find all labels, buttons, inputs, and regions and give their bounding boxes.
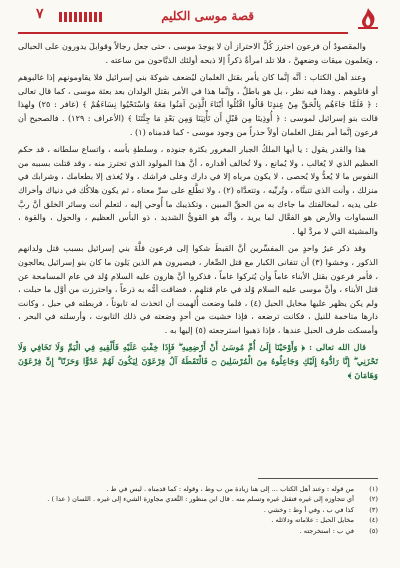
paragraph: وعند أهل الكتاب : أنَّه إنَّما كان يأمر بقتل الغلمان ليُضعف شوكةَ بني إسرائيل فلا يقاومونهم إذا غالبوهم أو قاتلوهم . وهذا فيه نظر ، بل هو باطلٌ ، وإنَّما هذا في الأمر بقتل الولدان بعد بعثة موسى ، كما قال تعالى : ﴿ فَلَمَّا جَاءَهُم بِالْحَقِّ مِنْ عِندِنَا قَالُوا اقْتُلُوا أَبْنَاءَ الَّذِينَ آمَنُوا مَعَهُ وَاسْتَحْيُوا نِسَاءَهُمْ ﴾ (غافر : ٢٥) ولهذا قالت بنو إسرائيل لموسى : ﴿ أُوذِينَا مِن قَبْلِ أَن تَأْتِيَنَا وَمِن بَعْدِ مَا جِئْتَنَا ﴾ (الأعراف : ١٢٩) . فالصحيح أن فرعون إنَّما أمر بقتل الغلمان أولاً حذراً من وجود موسى - كما قدمناه (١) . bbox=[18, 72, 379, 137]
page-header bbox=[18, 4, 382, 32]
page-title: قصة موسى الكليم bbox=[161, 9, 254, 23]
paragraph: والمقصودُ أن فرعون احترز كُلَّ الاحتراز أن لا يوجدَ موسى ، حتى جعل رجالاً وقوابلَ يدورون على الحبالى ، ويَعلمون ميقات وضعهنَّ ، فلا تلد امرأةٌ ذكراً إلا ذبحه أولئك الذبَّاحون من ساعته . bbox=[18, 41, 378, 65]
flame-logo-icon bbox=[354, 6, 382, 30]
quran-verse-paragraph: قال الله تعالى : ﴿ وَأَوْحَيْنَا إِلَىٰ أُمِّ مُوسَىٰ أَنْ أَرْضِعِيهِ ۖ فَإِذَا خِفْتِ عَلَيْهِ فَأَلْقِيهِ فِي الْيَمِّ وَلَا تَخَافِي وَلَا تَحْزَنِي ۖ إِنَّا رَادُّوهُ إِلَيْكِ وَجَاعِلُوهُ مِنَ الْمُرْسَلِينَ ۝ فَالْتَقَطَهُ آلُ فِرْعَوْنَ لِيَكُونَ لَهُمْ عَدُوًّا وَحَزَنًا ۗ إِنَّ فِرْعَوْنَ وَهَامَانَ ﴾ bbox=[18, 342, 379, 380]
footnote-text: كذا في ب ، وفي أ وط : وخشي . bbox=[263, 505, 354, 514]
paragraph: وقد ذكر غيرُ واحدٍ من المفسِّرين أنَّ القبطَ شكوا إلى فرعون قلَّةَ بني إسرائيل بسبب قتل ولدانهم الذكور ، وخشوا (٣) أن تتفانى الكبار مع قتل الصِّغار ، فيصيرون هم الذين يَلون ما كان بنو إسرائيل يعالجون ، فأمر فرعون بقتل الأبناء عاماً وأن يُتركوا عاماً ، فذكروا أنَّ هارون عليه السلام وُلد في عام المسامحة عن قتل الأبناء ، وأنَّ موسى عليه السلام وُلد في عام قتلهم ، فضاقت أمُّه به ذرعاً ، واحترزت من أوَّل ما حبلت ، ولم يكن يظهر عليها مخايل الحبل (٤) ، فلما وضعت أُلهمت أن اتخذت له تابوتاً ، فربطته في حبل ، وكانت دارها متاخمة للنيل ، فكانت ترضعه ، فإذا خشيت من أحدٍ وضعته في ذلك التابوت ، وأرسلته في البحر ، وأمسكت طرف الحبل عندها ، فإذا ذهبوا استرجعته (٥) إليها به . bbox=[18, 243, 378, 335]
footnote bbox=[18, 515, 378, 525]
footnote-divider bbox=[258, 478, 378, 479]
footnote bbox=[18, 494, 378, 504]
footnote-number: (١) bbox=[369, 485, 378, 493]
header-divider bbox=[18, 32, 348, 34]
footnote-number: (٥) bbox=[369, 526, 378, 535]
footnote bbox=[18, 505, 378, 515]
footnote bbox=[18, 484, 378, 494]
footnote-number: (٤) bbox=[369, 516, 378, 525]
ornament-pattern bbox=[58, 12, 102, 22]
footnotes bbox=[18, 484, 378, 536]
footnote-text: مخايل الحبل : علاماته ودلائله . bbox=[271, 516, 354, 525]
footnote-number: (٢) bbox=[369, 495, 378, 504]
page-number: ٧ bbox=[36, 6, 44, 22]
footnote-text: في ب : استخرجته . bbox=[299, 526, 354, 535]
paragraph: هذا والقدر يقول : يا أيها الملكُ الجبار المغرور بكثرة جنوده ، وسلطةِ بأسه ، واتساع سلطانه ، قد حكم العظيم الذي لا يُغالب ، ولا يُمانع ، ولا تُخالف أقداره ، أنَّ هذا المولود الذي تحترز منه ، وقد قتلت بسببه من النفوس ما لا يُعدُّ ولا يُحصى ، لا يكون مرباه إلا في دارك وعلى فراشك ، ولا يُغذى إلا بطعامك ، وشرابك في منزلك ، وأنت الذي تتبنَّاه ، وتُربِّيه ، وتتعدَّاه (٢) ، ولا تطَّلع على سرِّ معناه ، ثم يكون هلاكُك في دنياك وأخراك على يديه ، لمخالفتك ما جاءك به من الحقِّ المبين ، وتكذيبك ما أُوحي إليه ، لتعلم أنت وسائر الخلق أنَّ ربَّ السماوات والأرض هو الفعَّال لما يريد ، وأنَّه هو القويُّ الشديد ، ذو البأس العظيم ، والحول ، والقوة ، والمشيئة التي لا مردَّ لها . bbox=[18, 144, 378, 236]
footnote bbox=[18, 526, 378, 536]
main-text bbox=[18, 40, 378, 386]
footnote-number: (٣) bbox=[369, 505, 378, 514]
footnote-text: أي تتجاوزه إلى غيره فتقتل غيره وتسلم منه . قال ابن منظور : التَّعدي مجاوزة الشيء إلى غيره . اللسان ( عدا ) . bbox=[47, 495, 354, 504]
footnote-text: من قوله : وعند أهل الكتاب ... إلى هنا زيادة من ب وط ، وقوله : كما قدمناه . ليس في ط . bbox=[106, 485, 354, 493]
